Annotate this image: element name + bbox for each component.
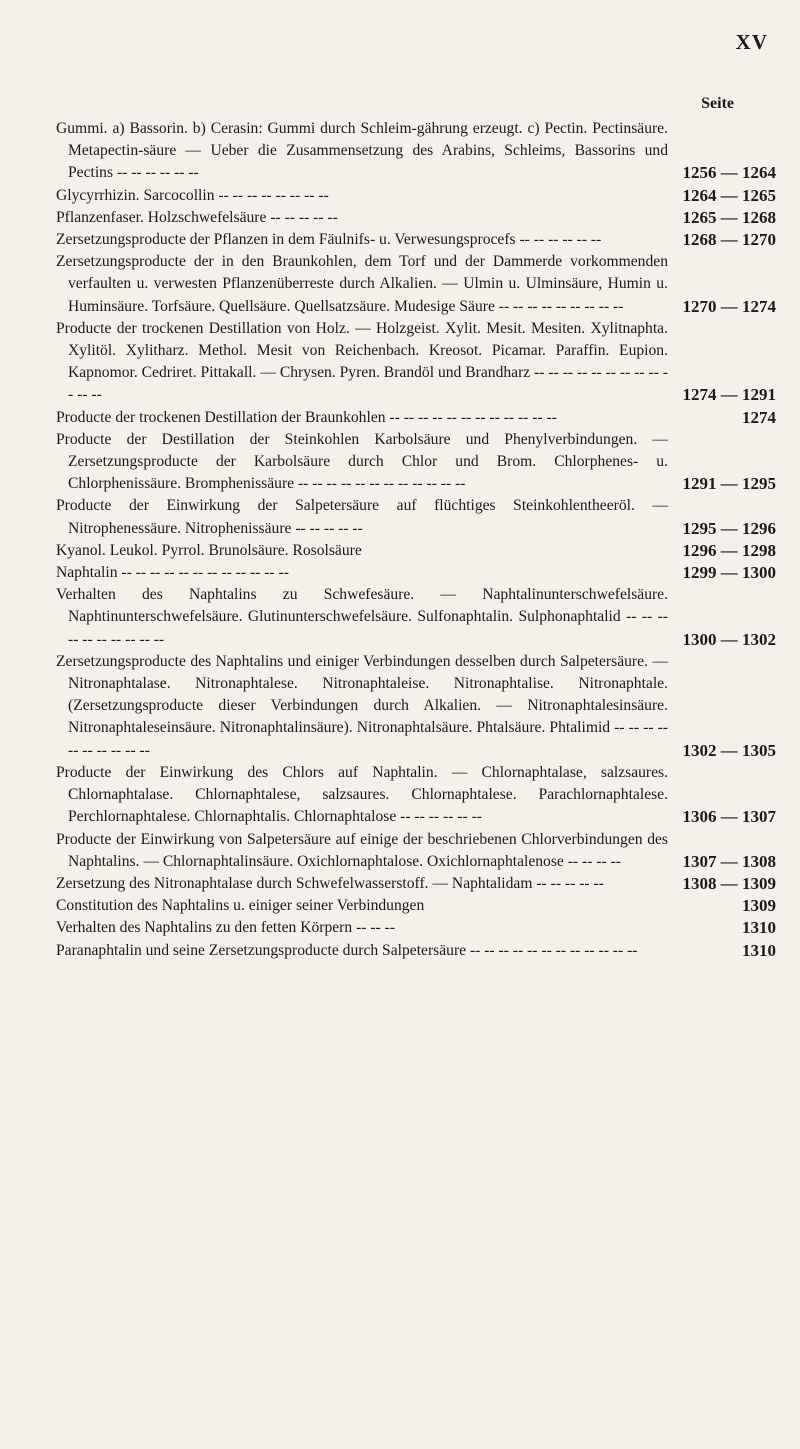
toc-entry-pages: 1295 — 1296 <box>682 518 776 538</box>
toc-entry-text: Zersetzungsproducte der in den Braunkohlen, dem Torf und der Dammerde vorkommenden verfaulten u. verwesten Pflanzenüberreste durch Alkalien. — Ulmin u. Ulminsäure, Humin u. Huminsäure. Torfsäure. Quellsäure. Quellsatzsäure. Mudesige Säure -- -- -- -- -- -- -- -- -- <box>56 253 668 315</box>
toc-entry-text: Zersetzungsproducte der Pflanzen in dem Fäulnifs- u. Verwesungsprocefs -- -- -- -- -- -- <box>56 231 602 249</box>
toc-entry-pages: 1309 <box>742 896 776 916</box>
toc-entry-pages: 1268 — 1270 <box>682 230 776 250</box>
toc-entry-pages: 1300 — 1302 <box>682 629 776 649</box>
toc-entry-pages: 1302 — 1305 <box>682 740 776 760</box>
toc-entry-text: Zersetzung des Nitronaphtalase durch Schwefelwasserstoff. — Naphtalidam -- -- -- -- -- <box>56 874 604 892</box>
toc-entry-pages: 1265 — 1268 <box>682 207 776 227</box>
toc-entry-text: Verhalten des Naphtalins zu Schwefesäure. — Naphtalinunterschwefelsäure. Naphtinunterschwefelsäure. Glutinunterschwefelsäure. Sulfonaphtalin. Sulphonaphtalid -- -- -- -- -- -- -- -- -- -- <box>56 586 668 648</box>
toc-entry-text: Pflanzenfaser. Holzschwefelsäure -- -- -- -- -- <box>56 208 338 226</box>
toc-entry <box>56 540 776 562</box>
toc-entry <box>56 495 776 539</box>
toc-entry <box>56 651 776 762</box>
table-of-contents <box>56 118 776 962</box>
toc-entry-text: Producte der trockenen Destillation von Holz. — Holzgeist. Xylit. Mesit. Mesiten. Xylitnaphta. Xylitöl. Xylitharz. Methol. Mesit von Reichenbach. Kreosot. Picamar. Paraffin. Eupion. Kapnomor. Cedriret. Pittakall. — Chrysen. Pyren. Brandöl und Brandharz -- -- -- -- -- -- -- -- -- -- -- -- <box>56 319 668 404</box>
toc-entry <box>56 829 776 873</box>
toc-entry <box>56 895 776 917</box>
toc-entry-pages: 1291 — 1295 <box>682 474 776 494</box>
toc-entry-pages: 1256 — 1264 <box>682 163 776 183</box>
toc-entry <box>56 251 776 318</box>
toc-entry-pages: 1296 — 1298 <box>682 540 776 560</box>
toc-entry-text: Kyanol. Leukol. Pyrrol. Brunolsäure. Rosolsäure <box>56 541 362 559</box>
toc-entry <box>56 207 776 229</box>
toc-entry-text: Producte der trockenen Destillation der Braunkohlen -- -- -- -- -- -- -- -- -- -- -- -- <box>56 408 557 426</box>
page-number: XV <box>735 30 768 54</box>
toc-entry-text: Paranaphtalin und seine Zersetzungsproducte durch Salpetersäure -- -- -- -- -- -- -- -- -- -- -- -- <box>56 941 638 959</box>
toc-entry-text: Gummi. a) Bassorin. b) Cerasin: Gummi durch Schleim-gährung erzeugt. c) Pectin. Pectinsäure. Metapectin-säure — Ueber die Zusammensetzung des Arabins, Schleims, Bassorins und Pectins -- -- -- -- -- -- <box>56 120 668 182</box>
toc-entry-pages: 1299 — 1300 <box>682 563 776 583</box>
toc-entry-text: Verhalten des Naphtalins zu den fetten Körpern -- -- -- <box>56 919 396 937</box>
toc-entry-pages: 1307 — 1308 <box>682 851 776 871</box>
page-column-label: Seite <box>701 95 734 112</box>
toc-entry <box>56 562 776 584</box>
toc-entry-pages: 1274 <box>742 407 776 427</box>
toc-entry <box>56 940 776 962</box>
toc-entry-pages: 1274 — 1291 <box>682 385 776 405</box>
toc-entry-text: Zersetzungsproducte des Naphtalins und einiger Verbindungen desselben durch Salpetersäure. — Nitronaphtalase. Nitronaphtalese. Nitronaphtaleise. Nitronaphtalise. Nitronaphtale. (Zersetzungsproducte dieser Verbindungen durch Alkalien. — Nitronaphtalesinsäure. Nitronaphtaleseinsäure. Nitronaphtalinsäure). Nitronaphtalsäure. Phtalsäure. Phtalimid -- -- -- -- -- -- -- -- -- -- <box>56 652 668 759</box>
toc-entry <box>56 917 776 939</box>
toc-entry <box>56 229 776 251</box>
toc-entry-pages: 1270 — 1274 <box>682 296 776 316</box>
toc-entry-pages: 1310 <box>742 918 776 938</box>
toc-entry-pages: 1264 — 1265 <box>682 185 776 205</box>
toc-entry-text: Producte der Einwirkung von Salpetersäure auf einige der beschriebenen Chlorverbindungen des Naphtalins. — Chlornaphtalinsäure. Oxichlornaphtalose. Oxichlornaphtalenose -- -- -- -- <box>56 830 668 870</box>
toc-entry-pages: 1306 — 1307 <box>682 807 776 827</box>
toc-entry <box>56 118 776 185</box>
toc-entry <box>56 407 776 429</box>
toc-entry <box>56 185 776 207</box>
toc-entry <box>56 873 776 895</box>
toc-entry-text: Producte der Einwirkung des Chlors auf Naphtalin. — Chlornaphtalase, salzsaures. Chlornaphtalase. Chlornaphtalese, salzsaures. Chlornaphtalese. Parachlornaphtalese. Perchlornaphtalese. Chlornaphtalis. Chlornaphtalose -- -- -- -- -- -- <box>56 763 668 826</box>
toc-entry-text: Producte der Einwirkung der Salpetersäure auf flüchtiges Steinkohlentheeröl. — Nitrophenessäure. Nitrophenissäure -- -- -- -- -- <box>56 497 668 537</box>
toc-entry-text: Glycyrrhizin. Sarcocollin -- -- -- -- -- -- -- -- <box>56 186 329 204</box>
toc-entry-text: Naphtalin -- -- -- -- -- -- -- -- -- -- -- -- <box>56 564 289 582</box>
toc-entry <box>56 318 776 407</box>
toc-entry <box>56 584 776 651</box>
toc-entry-text: Constitution des Naphtalins u. einiger seiner Verbindungen <box>56 897 425 915</box>
toc-entry-pages: 1310 <box>742 940 776 960</box>
toc-entry-pages: 1308 — 1309 <box>682 873 776 893</box>
toc-entry <box>56 762 776 829</box>
toc-entry <box>56 429 776 496</box>
toc-entry-text: Producte der Destillation der Steinkohlen Karbolsäure und Phenylverbindungen. — Zersetzungsproducte der Karbolsäure durch Chlor und Brom. Chlorphenes- u. Chlorphenissäure. Bromphenissäure -- -- -- -- -- -- -- -- -- -- -- -- <box>56 430 668 493</box>
